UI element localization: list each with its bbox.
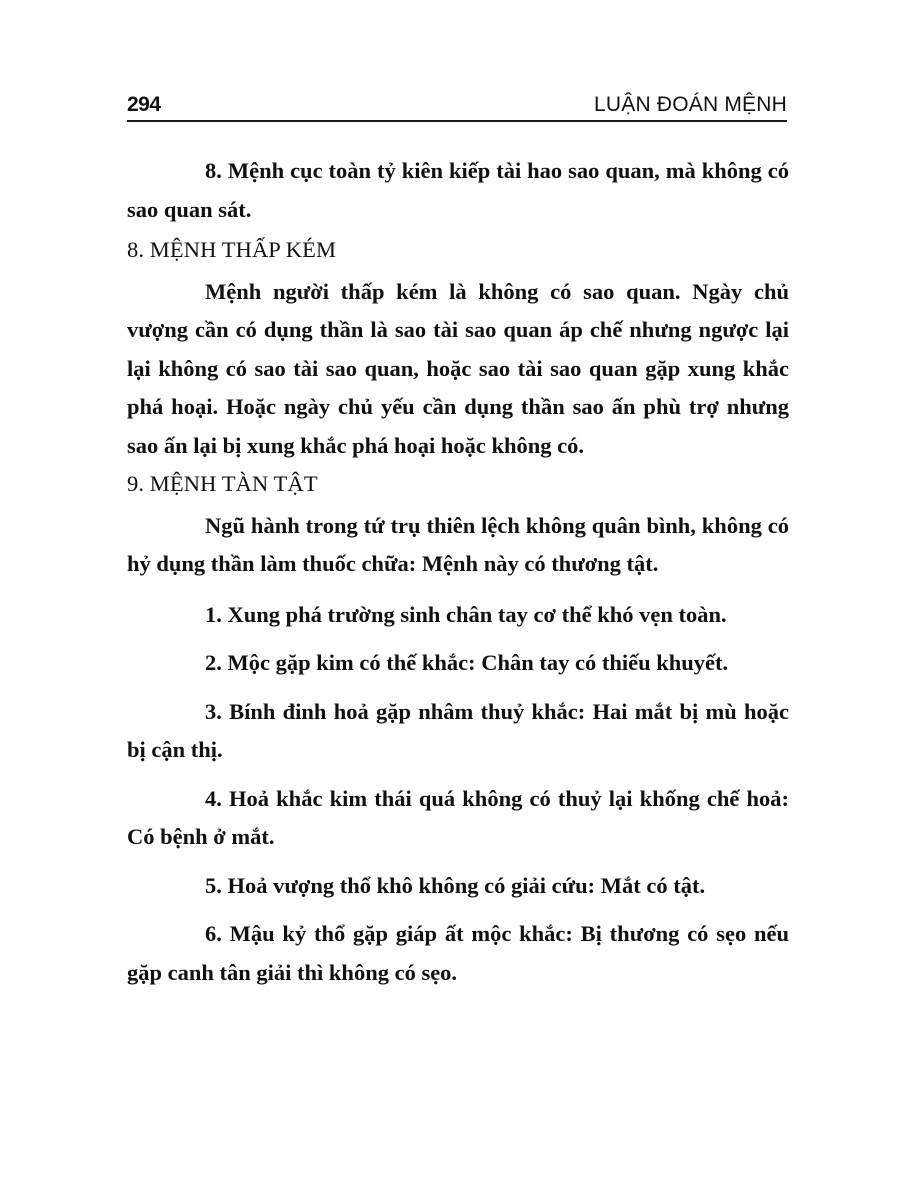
running-header xyxy=(127,92,789,118)
list-item-4: 4. Hoả khắc kim thái quá không có thuỷ lại khống chế hoả: Có bệnh ở mắt. xyxy=(127,785,789,849)
book-title: LUẬN ĐOÁN MỆNH xyxy=(594,93,787,116)
list-item-6: 6. Mậu kỷ thổ gặp giáp ất mộc khắc: Bị thương có sẹo nếu gặp canh tân giải thì không có sẹo. xyxy=(127,921,789,985)
page-number: 294 xyxy=(127,93,161,116)
section-heading-8: 8. MỆNH THẤP KÉM xyxy=(127,237,337,262)
list-item-5: 5. Hoả vượng thổ khô không có giải cứu: Mắt có tật. xyxy=(205,872,706,898)
section-heading-9: 9. MỆNH TÀN TẬT xyxy=(127,471,318,496)
intro-list-item: 8. Mệnh cục toàn tỷ kiên kiếp tài hao sao quan, mà không có sao quan sát. xyxy=(127,158,789,222)
body-text xyxy=(127,152,789,1002)
list-item-3: 3. Bính đinh hoả gặp nhâm thuỷ khắc: Hai mắt bị mù hoặc bị cận thị. xyxy=(127,698,789,762)
section-9-paragraph: Ngũ hành trong tứ trụ thiên lệch không quân bình, không có hỷ dụng thần làm thuốc chữa: Mệnh này có thương tật. xyxy=(127,512,789,576)
section-8-paragraph: Mệnh người thấp kém là không có sao quan. Ngày chủ vượng cần có dụng thần là sao tài sao quan áp chế nhưng ngược lại lại không có sao tài sao quan, hoặc sao tài sao quan gặp xung khắc phá hoại. Hoặc ngày chủ yếu cần dụng thần sao ấn phù trợ nhưng sao ấn lại bị xung khắc phá hoại hoặc không có. xyxy=(127,278,789,458)
list-item-1: 1. Xung phá trường sinh chân tay cơ thể khó vẹn toàn. xyxy=(205,601,727,627)
header-rule xyxy=(127,120,787,122)
list-item-2: 2. Mộc gặp kim có thế khắc: Chân tay có thiếu khuyết. xyxy=(205,650,729,675)
